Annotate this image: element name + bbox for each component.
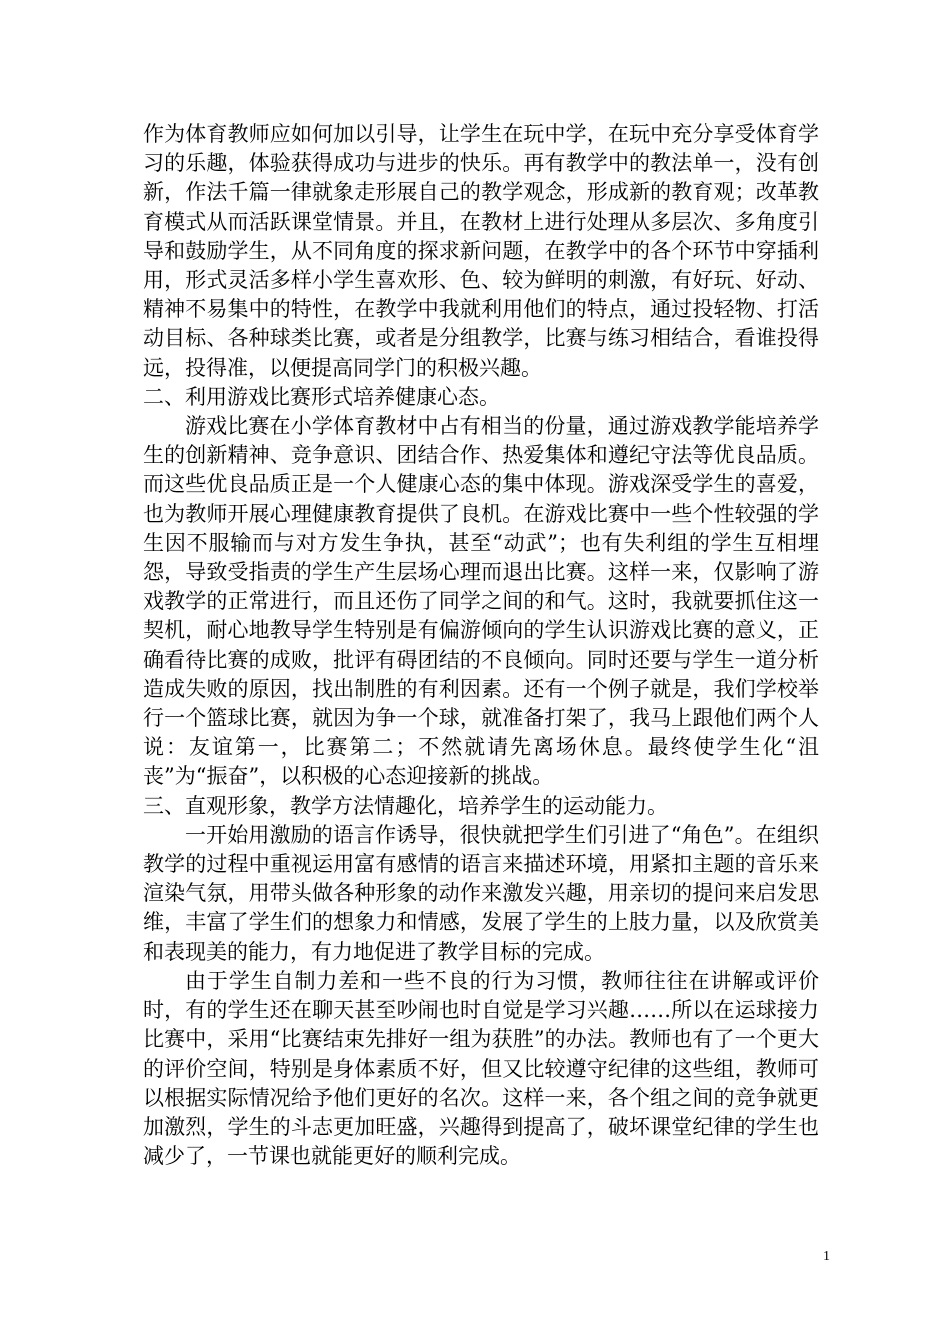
paragraph-intro-continuation: 作为体育教师应如何加以引导，让学生在玩中学，在玩中充分享受体育学习的乐趣，体验获得成功与进步的快乐。再有教学中的教法单一，没有创新，作法千篇一律就象走形展自己的教学观念，形成新的教育观；改革教育模式从而活跃课堂情景。并且，在教材上进行处理从多层次、多角度引导和鼓励学生，从不同角度的探求新问题，在教学中的各个环节中穿插利用，形式灵活多样小学生喜欢形、色、较为鲜明的刺激，有好玩、好动、精神不易集中的特性，在教学中我就利用他们的特点，通过投轻物、打活动目标、各种球类比赛，或者是分组教学，比赛与练习相结合，看谁投得远，投得准，以便提高同学门的积极兴趣。: [143, 122, 819, 380]
paragraph-motivational-language: 一开始用激励的语言作诱导，很快就把学生们引进了“角色”。在组织教学的过程中重视运用富有感情的语言来描述环境，用紧扣主题的音乐来渲染气氛，用带头做各种形象的动作来激发兴趣，用亲切的提问来启发思维，丰富了学生们的想象力和情感，发展了学生的上肢力量，以及欣赏美和表现美的能力，有力地促进了教学目标的完成。: [143, 822, 819, 964]
document-body: [143, 120, 819, 1171]
paragraph-discipline-relay: 由于学生自制力差和一些不良的行为习惯，教师往往在讲解或评价时，有的学生还在聊天甚至吵闹也时自觉是学习兴趣……所以在运球接力比赛中，采用“比赛结束先排好一组为获胜”的办法。教师也有了一个更大的评价空间，特别是身体素质不好，但又比较遵守纪律的这些组，教师可以根据实际情况给予他们更好的名次。这样一来，各个组之间的竞争就更加激烈，学生的斗志更加旺盛，兴趣得到提高了，破坏课堂纪律的学生也减少了，一节课也就能更好的顺利完成。: [143, 968, 819, 1169]
section-heading-2: 二、利用游戏比赛形式培养健康心态。: [143, 384, 500, 409]
paragraph-game-competition: 游戏比赛在小学体育教材中占有相当的份量，通过游戏教学能培养学生的创新精神、竞争意识、团结合作、热爱集体和遵纪守法等优良品质。而这些优良品质正是一个人健康心态的集中体现。游戏深受学生的喜爱，也为教师开展心理健康教育提供了良机。在游戏比赛中一些个性较强的学生因不服输而与对方发生争执，甚至“动武”；也有失利组的学生互相埋怨，导致受指责的学生产生层场心理而退出比赛。这样一来，仅影响了游戏教学的正常进行，而且还伤了同学之间的和气。这时，我就要抓住这一契机，耐心地教导学生特别是有偏游倾向的学生认识游戏比赛的意义，正确看待比赛的成败，批评有碍团结的不良倾向。同时还要与学生一道分析造成失败的原因，找出制胜的有利因素。还有一个例子就是，我们学校举行一个篮球比赛，就因为争一个球，就准备打架了，我马上跟他们两个人说：友谊第一，比赛第二；不然就请先离场休息。最终使学生化“沮丧”为“振奋”，以积极的心态迎接新的挑战。: [143, 414, 819, 789]
section-heading-3: 三、直观形象，教学方法情趣化，培养学生的运动能力。: [143, 793, 668, 818]
page-number: 1: [823, 1249, 830, 1264]
